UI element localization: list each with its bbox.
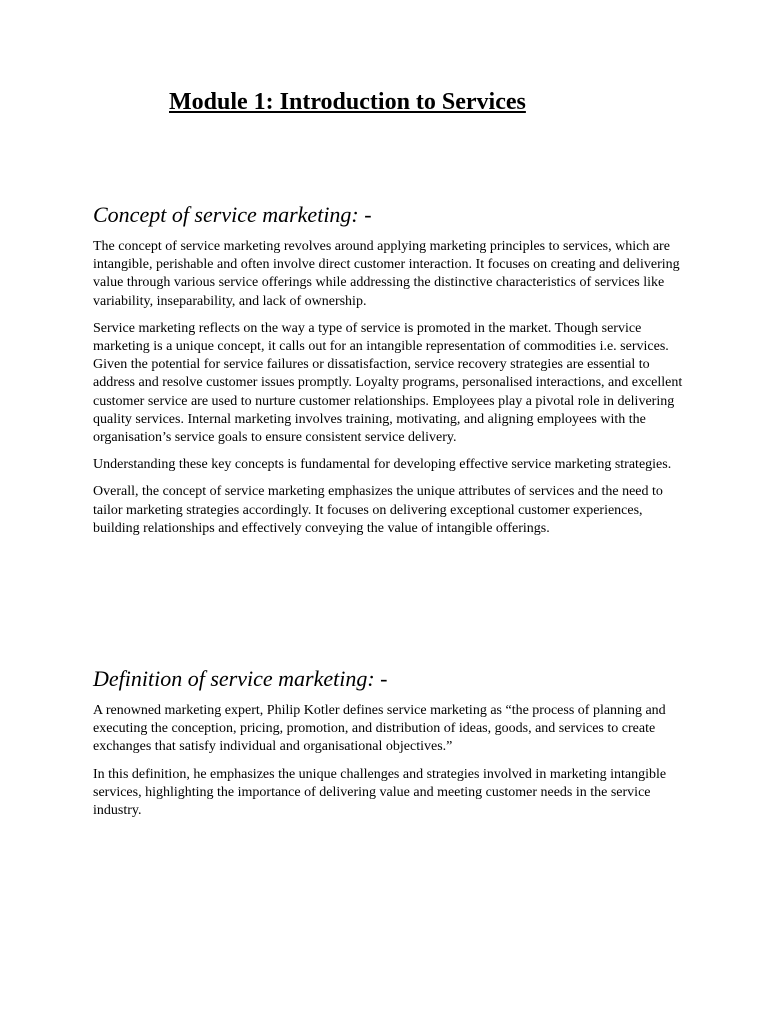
section-heading: Definition of service marketing: -	[93, 666, 388, 691]
section-concept	[93, 200, 683, 547]
paragraph: In this definition, he emphasizes the unique challenges and strategies involved in marketing intangible services, highlighting the importance of delivering value and meeting customer needs in the service industry.	[93, 766, 667, 819]
paragraph: Understanding these key concepts is fundamental for developing effective service marketing strategies.	[93, 457, 672, 473]
paragraph: Service marketing reflects on the way a type of service is promoted in the market. Though service marketing is a unique concept, it calls out for an intangible representation of commodities i.e. services. Given the potential for service failures or dissatisfaction, service recovery strategies are essential to address and resolve customer issues promptly. Loyalty programs, personalised interactions, and excellent customer service are used to nurture customer relationships. Employees play a pivotal role in delivering quality services. Internal marketing involves training, motivating, and aligning employees with the organisation’s service goals to ensure consistent service delivery.	[93, 320, 683, 446]
paragraph: The concept of service marketing revolves around applying marketing principles to services, which are intangible, perishable and often involve direct customer interaction. It focuses on creating and delivering value through various service offerings while addressing the distinctive characteristics of services like variability, inseparability, and lack of ownership.	[93, 239, 680, 309]
section-heading: Concept of service marketing: -	[93, 202, 372, 227]
paragraph: A renowned marketing expert, Philip Kotler defines service marketing as “the process of planning and executing the conception, pricing, promotion, and distribution of ideas, goods, and services to create exchanges that satisfy individual and organisational objectives.”	[93, 703, 666, 755]
paragraph: Overall, the concept of service marketing emphasizes the unique attributes of services and the need to tailor marketing strategies accordingly. It focuses on delivering exceptional customer experiences, building relationships and effectively conveying the value of intangible offerings.	[93, 484, 663, 536]
section-definition	[93, 664, 683, 829]
page-title: Module 1: Introduction to Services	[169, 89, 526, 115]
